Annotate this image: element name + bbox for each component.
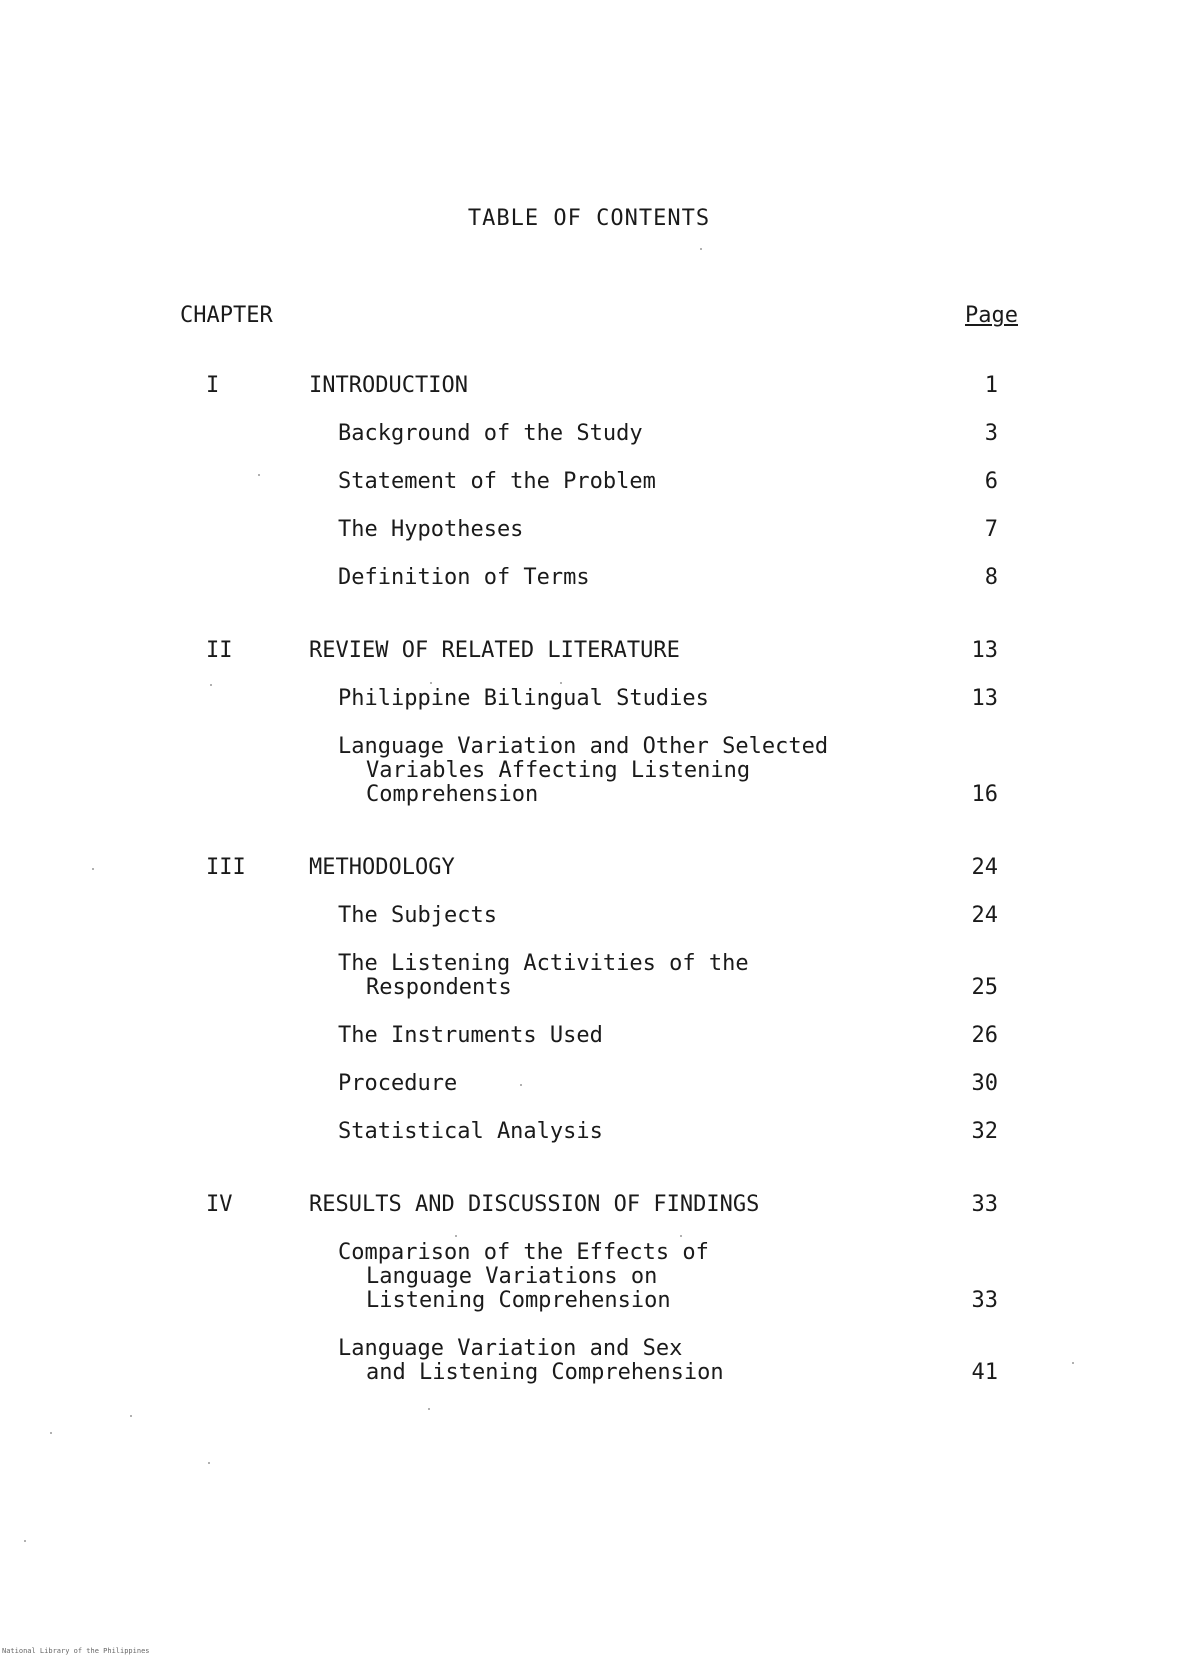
- section-title: Statement of the Problem: [338, 469, 656, 494]
- section-title-continued: Respondents: [366, 975, 512, 1000]
- chapter-title: RESULTS AND DISCUSSION OF FINDINGS: [309, 1192, 760, 1217]
- toc-chapter-row: [180, 373, 1018, 399]
- page-number: 33: [971, 1288, 998, 1313]
- toc-section-row: [180, 951, 1018, 977]
- scan-speck: [50, 1432, 52, 1434]
- scan-speck: [428, 1408, 430, 1410]
- toc-section-row: [180, 565, 1018, 591]
- toc-section-row: [180, 517, 1018, 543]
- scan-speck: [700, 248, 702, 250]
- scan-speck: [92, 868, 94, 870]
- toc-section-row: [180, 1023, 1018, 1049]
- toc-section-row: [180, 903, 1018, 929]
- scan-speck: [208, 1462, 210, 1464]
- section-title: Language Variation and Other Selected: [338, 734, 829, 759]
- page-number: 24: [971, 903, 998, 928]
- page-number: 1: [984, 373, 998, 398]
- toc-section-continuation: [180, 1360, 1018, 1386]
- toc-section-row: [180, 734, 1018, 760]
- toc-section-continuation: [180, 1288, 1018, 1314]
- section-title-continued: Comprehension: [366, 782, 539, 807]
- chapter-title: INTRODUCTION: [309, 373, 468, 398]
- section-title: The Instruments Used: [338, 1023, 603, 1048]
- toc-section-row: [180, 686, 1018, 712]
- section-title: Philippine Bilingual Studies: [338, 686, 709, 711]
- toc-section-row: [180, 421, 1018, 447]
- toc-section-row: [180, 1071, 1018, 1097]
- page-number: 32: [971, 1119, 998, 1144]
- section-title: The Subjects: [338, 903, 497, 928]
- section-title: The Hypotheses: [338, 517, 524, 542]
- page-number: 7: [984, 517, 998, 542]
- chapter-column-header: CHAPTER: [180, 303, 273, 328]
- scan-speck: [258, 474, 260, 476]
- toc-chapter-row: [180, 638, 1018, 664]
- section-title: Comparison of the Effects of: [338, 1240, 709, 1265]
- toc-section-continuation: [180, 758, 1018, 784]
- page-number: 13: [971, 686, 998, 711]
- page-number: 8: [984, 565, 998, 590]
- page-title: TABLE OF CONTENTS: [467, 206, 711, 231]
- section-title-continued: Listening Comprehension: [366, 1288, 671, 1313]
- toc-section-row: [180, 1119, 1018, 1145]
- section-title: Definition of Terms: [338, 565, 590, 590]
- page-number: 3: [984, 421, 998, 446]
- section-title: Procedure: [338, 1071, 458, 1096]
- chapter-number: II: [206, 638, 233, 663]
- section-title-continued: Language Variations on: [366, 1264, 658, 1289]
- page-number: 6: [984, 469, 998, 494]
- section-title: Background of the Study: [338, 421, 643, 446]
- page-column-header: Page: [965, 303, 1018, 328]
- chapter-number: I: [206, 373, 220, 398]
- scan-speck: [520, 1084, 522, 1086]
- scan-speck: [560, 682, 562, 684]
- toc-section-continuation: [180, 975, 1018, 1001]
- page-number: 41: [971, 1360, 998, 1385]
- scan-speck: [430, 682, 432, 684]
- scan-speck: [1072, 1362, 1074, 1364]
- section-title: The Listening Activities of the: [338, 951, 749, 976]
- scan-speck: [210, 684, 212, 686]
- toc-chapter-row: [180, 1192, 1018, 1218]
- scan-speck: [455, 1235, 457, 1237]
- toc-chapter-row: [180, 855, 1018, 881]
- section-title: Language Variation and Sex: [338, 1336, 683, 1361]
- section-title: Statistical Analysis: [338, 1119, 603, 1144]
- scan-speck: [130, 1415, 132, 1417]
- page-number: 26: [971, 1023, 998, 1048]
- section-title-continued: Variables Affecting Listening: [366, 758, 751, 783]
- page-number: 25: [971, 975, 998, 1000]
- chapter-title: METHODOLOGY: [309, 855, 455, 880]
- page-number: 16: [971, 782, 998, 807]
- toc-section-row: [180, 1240, 1018, 1266]
- chapter-number: III: [206, 855, 246, 880]
- page-number: 13: [971, 638, 998, 663]
- toc-section-row: [180, 1336, 1018, 1362]
- scan-speck: [24, 1540, 26, 1542]
- scan-footer: National Library of the Philippines: [2, 1647, 150, 1655]
- scan-speck: [680, 1235, 682, 1237]
- chapter-number: IV: [206, 1192, 233, 1217]
- toc-section-row: [180, 469, 1018, 495]
- page-number: 24: [971, 855, 998, 880]
- page-number: 30: [971, 1071, 998, 1096]
- toc-section-continuation: [180, 1264, 1018, 1290]
- section-title-continued: and Listening Comprehension: [366, 1360, 724, 1385]
- chapter-title: REVIEW OF RELATED LITERATURE: [309, 638, 680, 663]
- toc-section-continuation: [180, 782, 1018, 808]
- page-number: 33: [971, 1192, 998, 1217]
